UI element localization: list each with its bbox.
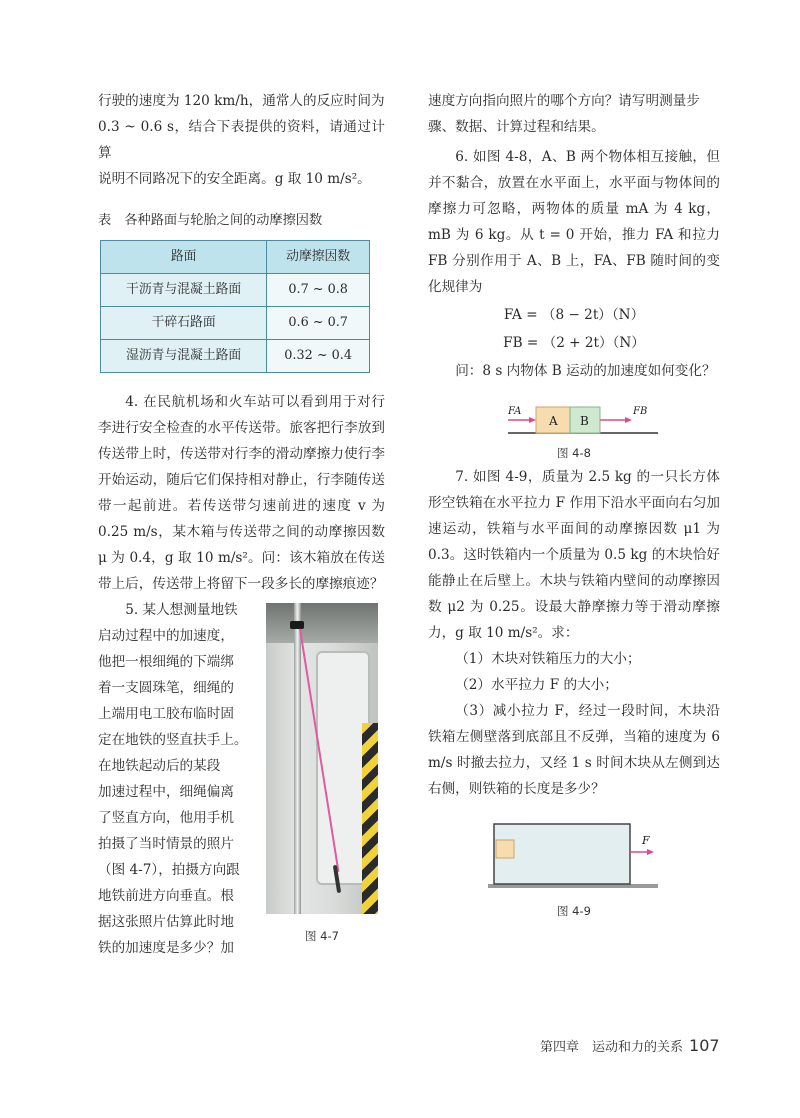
question-5 (98, 597, 385, 961)
question-6: 6. 如图 4-8，A、B 两个物体相互接触，但并不黏合，放置在水平面上，水平面与物体间的摩擦力可忽略，两物体的质量 mA 为 4 kg，mB 为 6 kg。从 t = 0 开始，推力 FA 和拉力 FB 分别作用于 A、B 上，FA、FB 随时间的变化规律为 (428, 149, 720, 295)
formula-fb: FB = （2 + 2t）（N） (503, 335, 645, 351)
table-title: 表 各种路面与轮胎之间的动摩擦因数 (98, 213, 323, 228)
table-header-cell: 动摩擦因数 (267, 241, 370, 274)
label-a: A (549, 414, 558, 428)
q5-line: 启动过程中的加速度， (98, 628, 234, 644)
q5-line: 他把一根细绳的下端绑 (98, 654, 234, 670)
label-b: B (580, 414, 589, 428)
intro-line-1: 行驶的速度为 120 km/h，通常人的反应时间为 (98, 93, 385, 109)
question-7: 7. 如图 4-9，质量为 2.5 kg 的一只长方体形空铁箱在水平拉力 F 作用下沿水平面向右匀加速运动，铁箱与水平面间的动摩擦因数 μ1 为 0.3。这时铁箱内一个质量为 0.5 kg 的木块恰好能静止在后壁上。木块与铁箱内壁间的动摩擦因数 μ2 为 0.25。设最大静摩擦力等于滑动摩擦力，g 取 10 m/s²。求： (428, 469, 720, 641)
q5-line: 了竖直方向，他用手机 (98, 810, 234, 826)
question-4: 4. 在民航机场和火车站可以看到用于对行李进行安全检查的水平传送带。旅客把行李放到传送带上时，传送带对行李的滑动摩擦力使行李开始运动，随后它们保持相对静止，行李随传送带一起前进。若传送带匀速前进的速度 v 为 0.25 m/s，某木箱与传送带之间的动摩擦因数 μ 为 0.4，g 取 10 m/s²。问：该木箱放在传送带上后，传送带上将留下一段多长的摩擦痕迹？ (98, 394, 385, 592)
intro-line-2: 0.3 ~ 0.6 s，结合下表提供的资料，请通过计算 (98, 119, 385, 161)
table-cell: 干沥青与混凝土路面 (101, 274, 267, 307)
table-cell: 0.32 ~ 0.4 (267, 340, 370, 373)
table-cell: 湿沥青与混凝土路面 (101, 340, 267, 373)
page-number: 107 (689, 1036, 720, 1055)
q5-line: 着一支圆珠笔，细绳的 (98, 680, 234, 696)
table-row (101, 307, 370, 340)
label-fa: FA (508, 406, 522, 417)
q5-line: 铁的加速度是多少？加 (98, 940, 234, 956)
figure-4-9-caption: 图 4-9 (557, 904, 591, 918)
figure-4-9-diagram (428, 816, 720, 896)
cont-line-1: 速度方向指向照片的哪个方向？请写明测量步 (428, 93, 700, 109)
table-header-row (101, 241, 370, 274)
wood-block (496, 840, 514, 858)
q5-line: 在地铁起动后的某段 (98, 758, 221, 774)
q5-line: 据这张照片估算此时地 (98, 914, 234, 930)
arrow-f-head (647, 849, 654, 855)
warning-stripe (362, 723, 378, 914)
q5-line: 上端用电工胶布临时固 (98, 706, 234, 722)
q7-part-3: （3）减小拉力 F，经过一段时间，木块沿铁箱左侧壁落到底部且不反弹，当箱的速度为 6 m/s 时撤去拉力，又经 1 s 时间木块从左侧到达右侧，则铁箱的长度是多少？ (428, 703, 720, 797)
table-row (101, 340, 370, 373)
q7-part-1: （1）木块对铁箱压力的大小； (455, 651, 641, 667)
table-header-cell: 路面 (101, 241, 267, 274)
q5-line: 定在地铁的竖直扶手上。 (98, 732, 248, 748)
figure-4-8 (428, 390, 720, 460)
cont-line-2: 骤、数据、计算过程和结果。 (428, 119, 605, 135)
subway-photo (266, 603, 378, 914)
table-row (101, 274, 370, 307)
handrail-pole (294, 603, 301, 914)
intro-line-3: 说明不同路况下的安全距离。g 取 10 m/s²。 (98, 171, 371, 187)
formula-fa: FA = （8 − 2t）（N） (503, 307, 645, 323)
chapter-title: 第四章 运动和力的关系 (540, 1040, 684, 1055)
figure-4-8-diagram (428, 390, 720, 440)
q5-line: 5. 某人想测量地铁 (125, 602, 238, 618)
friction-table (100, 240, 370, 373)
tape-clamp (290, 621, 304, 629)
left-column (98, 88, 385, 961)
table-cell: 0.7 ~ 0.8 (267, 274, 370, 307)
q5-line: 地铁前进方向垂直。根 (98, 888, 234, 904)
arrow-fa-head (529, 417, 536, 423)
figure-4-7-caption: 图 4-7 (305, 929, 339, 943)
q5-line: 加速过程中，细绳偏离 (98, 784, 234, 800)
figure-4-8-caption: 图 4-8 (557, 446, 591, 460)
label-fb: FB (633, 406, 648, 417)
label-f: F (642, 834, 650, 847)
q5-line: 拍摄了当时情景的照片 (98, 836, 234, 852)
q7-part-2: （2）水平拉力 F 的大小； (455, 677, 618, 693)
question-5-text (98, 597, 258, 961)
table-cell: 干碎石路面 (101, 307, 267, 340)
arrow-fb-head (625, 417, 632, 423)
q5-line: （图 4-7），拍摄方向跟 (98, 862, 240, 878)
right-column (428, 88, 720, 916)
table-cell: 0.6 ~ 0.7 (267, 307, 370, 340)
photo-ceiling (266, 603, 378, 643)
figure-4-9 (428, 816, 720, 916)
page-footer (540, 1036, 720, 1055)
question-6-ask: 问：8 s 内物体 B 运动的加速度如何变化？ (455, 363, 716, 379)
